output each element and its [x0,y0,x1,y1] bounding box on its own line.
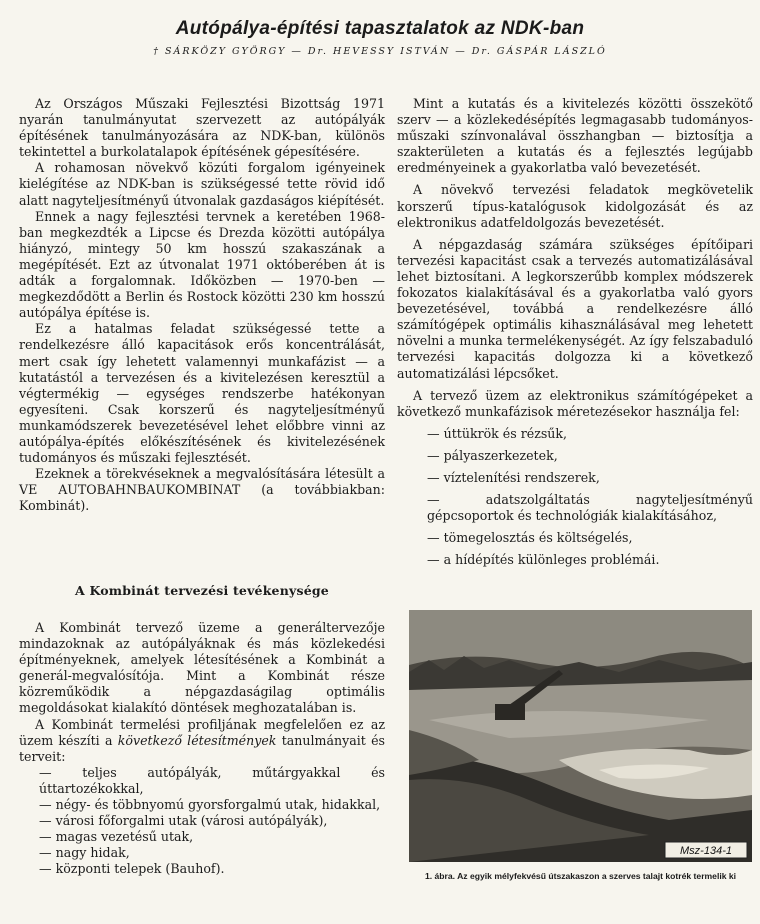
figure-caption: 1. ábra. Az egyik mélyfekvésű útszakaszon a szerves talajt kotrék termelik ki [424,871,737,881]
list-item: — nagy hidak, [39,845,130,861]
list-item: — pályaszerkezetek, [427,447,558,463]
paragraph: Ennek a nagy fejlesztési tervnek a keretében 1968-ban megkezdték a Lipcse és Drezda közötti autópálya hiányzó, mintegy 50 km hosszú szakaszának a megépítését. Ezt az útvonalat 1971 októberében át is adták a forgalomnak. Időközben — 1970-ben — megkezdődött a Berlin és Rostock közötti 230 km hosszú autópálya építése is. [19,208,385,321]
list-item: — a hídépítés különleges problémái. [427,552,660,568]
article-authors: † SÁRKÖZY GYÖRGY — Dr. HEVESSY ISTVÁN — Dr. GÁSPÁR LÁSZLÓ [153,46,607,57]
facility-list [19,765,385,878]
section-heading: A Kombinát tervezési tevékenysége [75,583,329,598]
text-run: A Kombinát termelési profiljának megfelelően ez az üzem készíti a [19,716,385,748]
list-item: — adatszolgáltatás nagyteljesítményű gépcsoportok és technológiák kialakításához, [427,492,753,524]
left-bottom-column [19,620,385,878]
emphasis-text: következő létesítmények [117,732,277,748]
left-column [19,96,385,514]
list-item: — központi telepek (Bauhof). [39,861,225,877]
list-item: — négy- és többnyomú gyorsforgalmú utak, hidakkal, [39,797,381,813]
paragraph: Ezeknek a törekvéseknek a megvalósítására létesült a VE AUTOBAHNBAUKOMBINAT (a továbbiakban: Kombinát). [19,466,385,514]
right-column [397,96,753,568]
text-run: tanulmányait és terveit: [19,732,385,764]
list-item: — úttükrök és rézsűk, [427,425,568,441]
list-item: — magas vezetésű utak, [39,829,194,845]
list-item: — víztelenítési rendszerek, [427,469,600,485]
paragraph: Ez a hatalmas feladat szükségessé tette a rendelkezésre álló kapacitások erős koncentrálását, mert csak így lehetett valamennyi munkafázist — a kutatástól a tervezésen és a kivitelezésen keresztül a végtermékig — egységes rendszerbe hatékonyan egyesíteni. Csak korszerű és nagyteljesítményű munkamódszerek bevezetésével lehet előbbre vinni az autópálya-építés előkészítésének és kivitelezésének tudományos és műszaki fejlesztését. [19,321,385,466]
paragraph: Mint a kutatás és a kivitelezés közötti összekötő szerv — a közlekedésépítés legmagasabb tudományos-műszaki színvonalával összhangban — biztosítja a szakterületen a kutatás és a fejlesztés legújabb eredményeinek a gyakorlatba való bevezetését. [397,96,753,176]
excavation-photo-illustration [409,610,752,862]
paragraph: A növekvő tervezési feladatok megkövetelik korszerű típus-katalógusok kidolgozását és az elektronikus adatfeldolgozás bevezetését. [397,182,753,230]
list-item: — teljes autópályák, műtárgyakkal és úttartozékokkal, [39,764,385,796]
paragraph [19,717,385,765]
paragraph: A népgazdaság számára szükséges építőipari tervezési kapacitást csak a tervezés automatizálásával lehet biztosítani. A legkorszerűbb komplex módszerek fokozatos kialakításával és a gyakorlatba való gyors bevezetésével, továbbá a rendelkezésre álló számítógépek optimális kihasználásával meg lehetett növelni a munka termelékenységét. Az így felszabaduló tervezési kapacitás dolgozza ki a következő automatizálási lépcsőket. [397,236,753,381]
figure-photo [409,610,752,862]
paragraph: A tervező üzem az elektronikus számítógépeket a következő munkafázisok méretezésekor használja fel: [397,387,753,419]
article-title: Autópálya-építési tapasztalatok az NDK-ban [175,18,585,39]
list-item: — tömegelosztás és költségelés, [427,530,633,546]
list-item: — városi főforgalmi utak (városi autópályák), [39,813,328,829]
figure-stamp: Msz-134-1 [680,845,732,857]
paragraph: A Kombinát tervező üzeme a generáltervezője mindazoknak az autópályáknak és más közlekedési építményeknek, amelyek létesítésének a Kombinát a generál-megvalósítója. Mint a Kombinát része közreműködik a népgazdaságilag optimális megoldásokat kialakító döntések meghozatalában is. [19,620,385,716]
computer-tasks-list [397,426,753,569]
paragraph: A rohamosan növekvő közúti forgalom igényeinek kielégítése az NDK-ban is szükségessé tette rövid idő alatt nagyteljesítményű útvonalak gazdaságos kiépítését. [19,160,385,208]
paragraph: Az Országos Műszaki Fejlesztési Bizottság 1971 nyarán tanulmányutat szervezett az autópályák építésének tanulmányozására az NDK-ban, különös tekintettel a burkolatalapok építésének gépesítésére. [19,96,385,160]
